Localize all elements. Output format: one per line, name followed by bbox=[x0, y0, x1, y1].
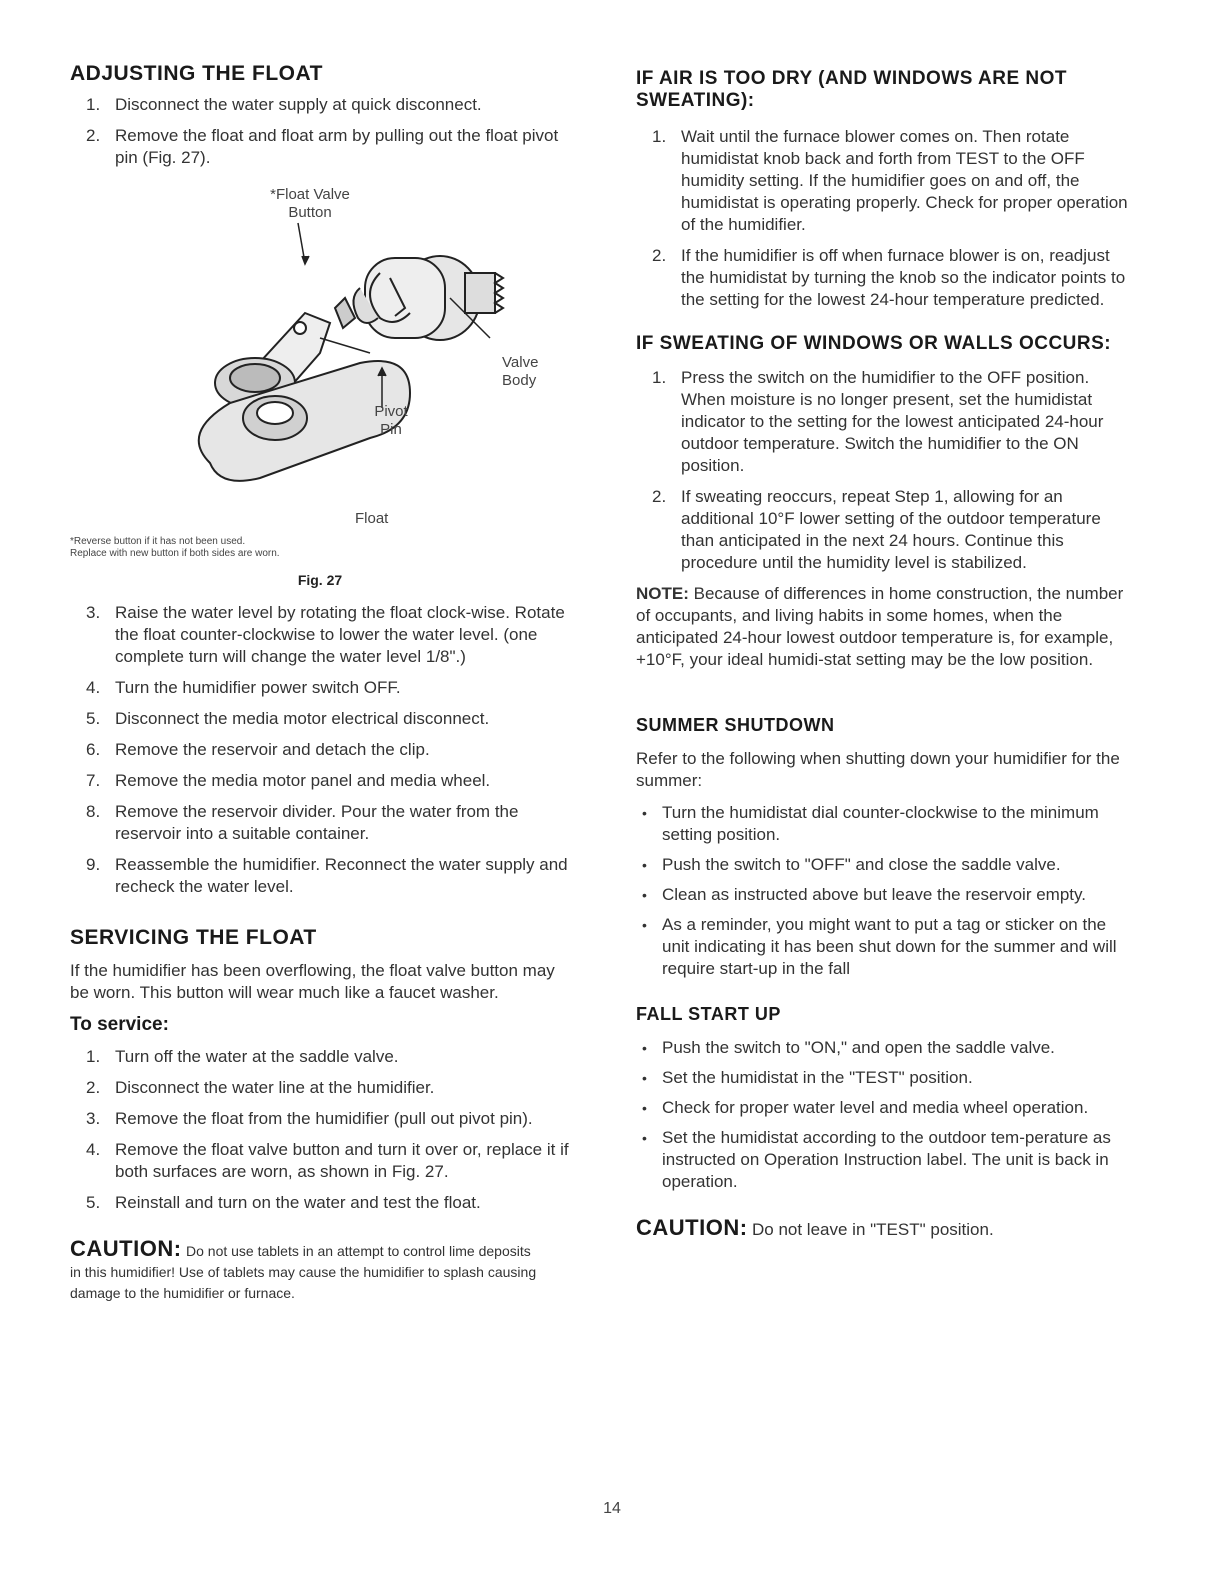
step-number: 8. bbox=[86, 802, 101, 821]
servicing-steps bbox=[70, 1046, 570, 1214]
step-number: 1. bbox=[86, 95, 101, 114]
step-number: 4. bbox=[86, 678, 101, 697]
step-number: 2. bbox=[86, 126, 101, 145]
step-number: 4. bbox=[86, 1140, 101, 1159]
caution-block-left bbox=[70, 1236, 540, 1304]
step-item bbox=[70, 1077, 570, 1099]
step-number: 1. bbox=[86, 1047, 101, 1066]
servicing-intro: If the humidifier has been overflowing, the float valve button may be worn. This button will wear much like a faucet washer. bbox=[70, 961, 555, 1002]
step-item bbox=[70, 801, 570, 845]
step-number: 1. bbox=[652, 127, 667, 146]
bullet-text: Turn the humidistat dial counter-clockwise to the minimum setting position. bbox=[662, 803, 1099, 844]
figure-caption: Fig. 27 bbox=[297, 572, 343, 588]
bullet-item bbox=[636, 1127, 1136, 1193]
step-text: Disconnect the water line at the humidifier. bbox=[115, 1078, 435, 1097]
bullet-item bbox=[636, 854, 1136, 876]
step-text: Raise the water level by rotating the float clock-wise. Rotate the float counter-clockwise to lower the water level. (one complete turn will change the water level 1/8".) bbox=[115, 603, 565, 666]
bullet-icon: • bbox=[642, 917, 647, 933]
float-assembly-illustration bbox=[70, 178, 570, 508]
pivot-pin-label: Pivot Pin bbox=[374, 403, 408, 438]
step-number: 3. bbox=[86, 1109, 101, 1128]
bullet-item bbox=[636, 884, 1136, 906]
step-text: Remove the float valve button and turn it over or, replace it if both surfaces are worn, as shown in Fig. 27. bbox=[115, 1140, 569, 1181]
bullet-item bbox=[636, 914, 1136, 980]
note-paragraph bbox=[636, 583, 1136, 671]
bullet-icon: • bbox=[642, 1070, 647, 1086]
step-text: If sweating reoccurs, repeat Step 1, allowing for an additional 10°F lower setting of the outdoor temperature than anticipated in the next 24 hours. Continue this procedure until the humidity level is stabilized. bbox=[681, 487, 1101, 572]
bullet-text: Set the humidistat in the "TEST" position. bbox=[662, 1068, 973, 1087]
fall-bullets bbox=[636, 1037, 1136, 1193]
step-item bbox=[70, 1108, 570, 1130]
float-label: Float bbox=[355, 510, 389, 527]
step-text: Remove the float from the humidifier (pull out pivot pin). bbox=[115, 1109, 533, 1128]
caution-text: Do not leave in "TEST" position. bbox=[752, 1220, 994, 1239]
step-text: Remove the float and float arm by pulling out the float pivot pin (Fig. 27). bbox=[115, 126, 559, 167]
adjusting-steps-a bbox=[70, 94, 570, 169]
too-dry-steps bbox=[636, 126, 1136, 311]
step-text: Press the switch on the humidifier to the OFF position. When moisture is no longer present, set the humidistat indicator to the setting for the lowest anticipated 24-hour outdoor temperature. Switch the humidifier to the ON position. bbox=[681, 368, 1104, 475]
step-number: 2. bbox=[86, 1078, 101, 1097]
bullet-text: Push the switch to "OFF" and close the saddle valve. bbox=[662, 855, 1061, 874]
step-item bbox=[70, 94, 570, 116]
bullet-text: As a reminder, you might want to put a tag or sticker on the unit indicating it has been shut down for the summer and will require start-up in the fall bbox=[662, 915, 1117, 978]
bullet-icon: • bbox=[642, 805, 647, 821]
valve-body-label: Valve Body bbox=[502, 354, 539, 389]
step-item bbox=[636, 367, 1136, 477]
step-text: If the humidifier is off when furnace blower is on, readjust the humidistat by turning the knob so the indicator points to the setting for the lowest 24-hour temperature predicted. bbox=[681, 246, 1126, 309]
note-label: NOTE: bbox=[636, 584, 689, 603]
caution-block-right bbox=[636, 1215, 1136, 1241]
step-item bbox=[70, 708, 570, 730]
summer-bullets bbox=[636, 802, 1136, 980]
figure-note-line-2: Replace with new button if both sides are worn. bbox=[70, 548, 280, 559]
bullet-item bbox=[636, 1097, 1136, 1119]
caution-label: CAUTION: bbox=[70, 1236, 182, 1261]
step-number: 7. bbox=[86, 771, 101, 790]
sweating-heading: IF SWEATING OF WINDOWS OR WALLS OCCURS: bbox=[636, 333, 1112, 354]
step-item bbox=[70, 770, 570, 792]
step-text: Turn the humidifier power switch OFF. bbox=[115, 678, 401, 697]
bullet-icon: • bbox=[642, 887, 647, 903]
summer-shutdown-heading: SUMMER SHUTDOWN bbox=[636, 715, 835, 735]
bullet-text: Clean as instructed above but leave the reservoir empty. bbox=[662, 885, 1086, 904]
left-column bbox=[70, 62, 570, 1304]
adjusting-float-heading: ADJUSTING THE FLOAT bbox=[70, 62, 323, 85]
step-item bbox=[636, 245, 1136, 311]
fall-start-up-heading: FALL START UP bbox=[636, 1004, 781, 1024]
step-item bbox=[70, 125, 570, 169]
caution-text: Do not use tablets in an attempt to control lime deposits in this humidifier! Use of tablets may cause the humidifier to splash causing damage to the humidifier or furnace. bbox=[70, 1243, 537, 1301]
bullet-icon: • bbox=[642, 1100, 647, 1116]
summer-intro: Refer to the following when shutting down your humidifier for the summer: bbox=[636, 749, 1120, 790]
bullet-icon: • bbox=[642, 1130, 647, 1146]
step-text: Disconnect the media motor electrical disconnect. bbox=[115, 709, 490, 728]
step-number: 2. bbox=[652, 487, 667, 506]
step-item bbox=[70, 739, 570, 761]
step-text: Reinstall and turn on the water and test the float. bbox=[115, 1193, 481, 1212]
step-text: Reassemble the humidifier. Reconnect the water supply and recheck the water level. bbox=[115, 855, 568, 896]
adjusting-steps-b bbox=[70, 602, 570, 898]
servicing-float-heading: SERVICING THE FLOAT bbox=[70, 926, 317, 949]
bullet-text: Push the switch to "ON," and open the saddle valve. bbox=[662, 1038, 1055, 1057]
bullet-text: Check for proper water level and media wheel operation. bbox=[662, 1098, 1089, 1117]
page-number: 14 bbox=[603, 1500, 621, 1517]
bullet-item bbox=[636, 1067, 1136, 1089]
figure-27 bbox=[70, 178, 570, 548]
bullet-text: Set the humidistat according to the outdoor tem-perature as instructed on Operation Instruction label. The unit is back in operation. bbox=[662, 1128, 1111, 1191]
bullet-item bbox=[636, 802, 1136, 846]
note-text: Because of differences in home construction, the number of occupants, and living habits in some homes, when the anticipated 24-hour lowest outdoor temperature is, for example, +10°F, your ideal humidi-stat setting may be the low position. bbox=[636, 584, 1124, 669]
step-number: 9. bbox=[86, 855, 101, 874]
step-text: Disconnect the water supply at quick disconnect. bbox=[115, 95, 482, 114]
to-service-subheading: To service: bbox=[70, 1014, 169, 1035]
step-text: Remove the media motor panel and media wheel. bbox=[115, 771, 491, 790]
step-item bbox=[636, 486, 1136, 574]
step-text: Wait until the furnace blower comes on. Then rotate humidistat knob back and forth from TEST to the OFF humidity setting. If the humidifier goes on and off, the humidistat is operating properly. Check for proper operation of the humidifier. bbox=[681, 127, 1128, 234]
step-text: Remove the reservoir divider. Pour the water from the reservoir into a suitable container. bbox=[115, 802, 519, 843]
step-item bbox=[70, 1046, 570, 1068]
figure-note-line-1: *Reverse button if it has not been used. bbox=[70, 536, 246, 547]
step-item bbox=[70, 1139, 570, 1183]
right-column bbox=[636, 68, 1136, 1241]
sweating-steps bbox=[636, 367, 1136, 574]
bullet-item bbox=[636, 1037, 1136, 1059]
step-text: Remove the reservoir and detach the clip. bbox=[115, 740, 430, 759]
step-item bbox=[70, 854, 570, 898]
step-text: Turn off the water at the saddle valve. bbox=[115, 1047, 399, 1066]
step-item bbox=[70, 1192, 570, 1214]
caution-label: CAUTION: bbox=[636, 1215, 748, 1240]
step-number: 3. bbox=[86, 603, 101, 622]
step-number: 1. bbox=[652, 368, 667, 387]
float-valve-button-label: *Float Valve Button bbox=[270, 186, 350, 221]
step-number: 2. bbox=[652, 246, 667, 265]
bullet-icon: • bbox=[642, 857, 647, 873]
valve-body-drawing bbox=[353, 256, 503, 340]
step-number: 5. bbox=[86, 709, 101, 728]
step-number: 6. bbox=[86, 740, 101, 759]
step-number: 5. bbox=[86, 1193, 101, 1212]
bullet-icon: • bbox=[642, 1040, 647, 1056]
step-item bbox=[70, 602, 570, 668]
step-item bbox=[636, 126, 1136, 236]
too-dry-heading: IF AIR IS TOO DRY (AND WINDOWS ARE NOT SWEATING): bbox=[636, 68, 1068, 111]
step-item bbox=[70, 677, 570, 699]
